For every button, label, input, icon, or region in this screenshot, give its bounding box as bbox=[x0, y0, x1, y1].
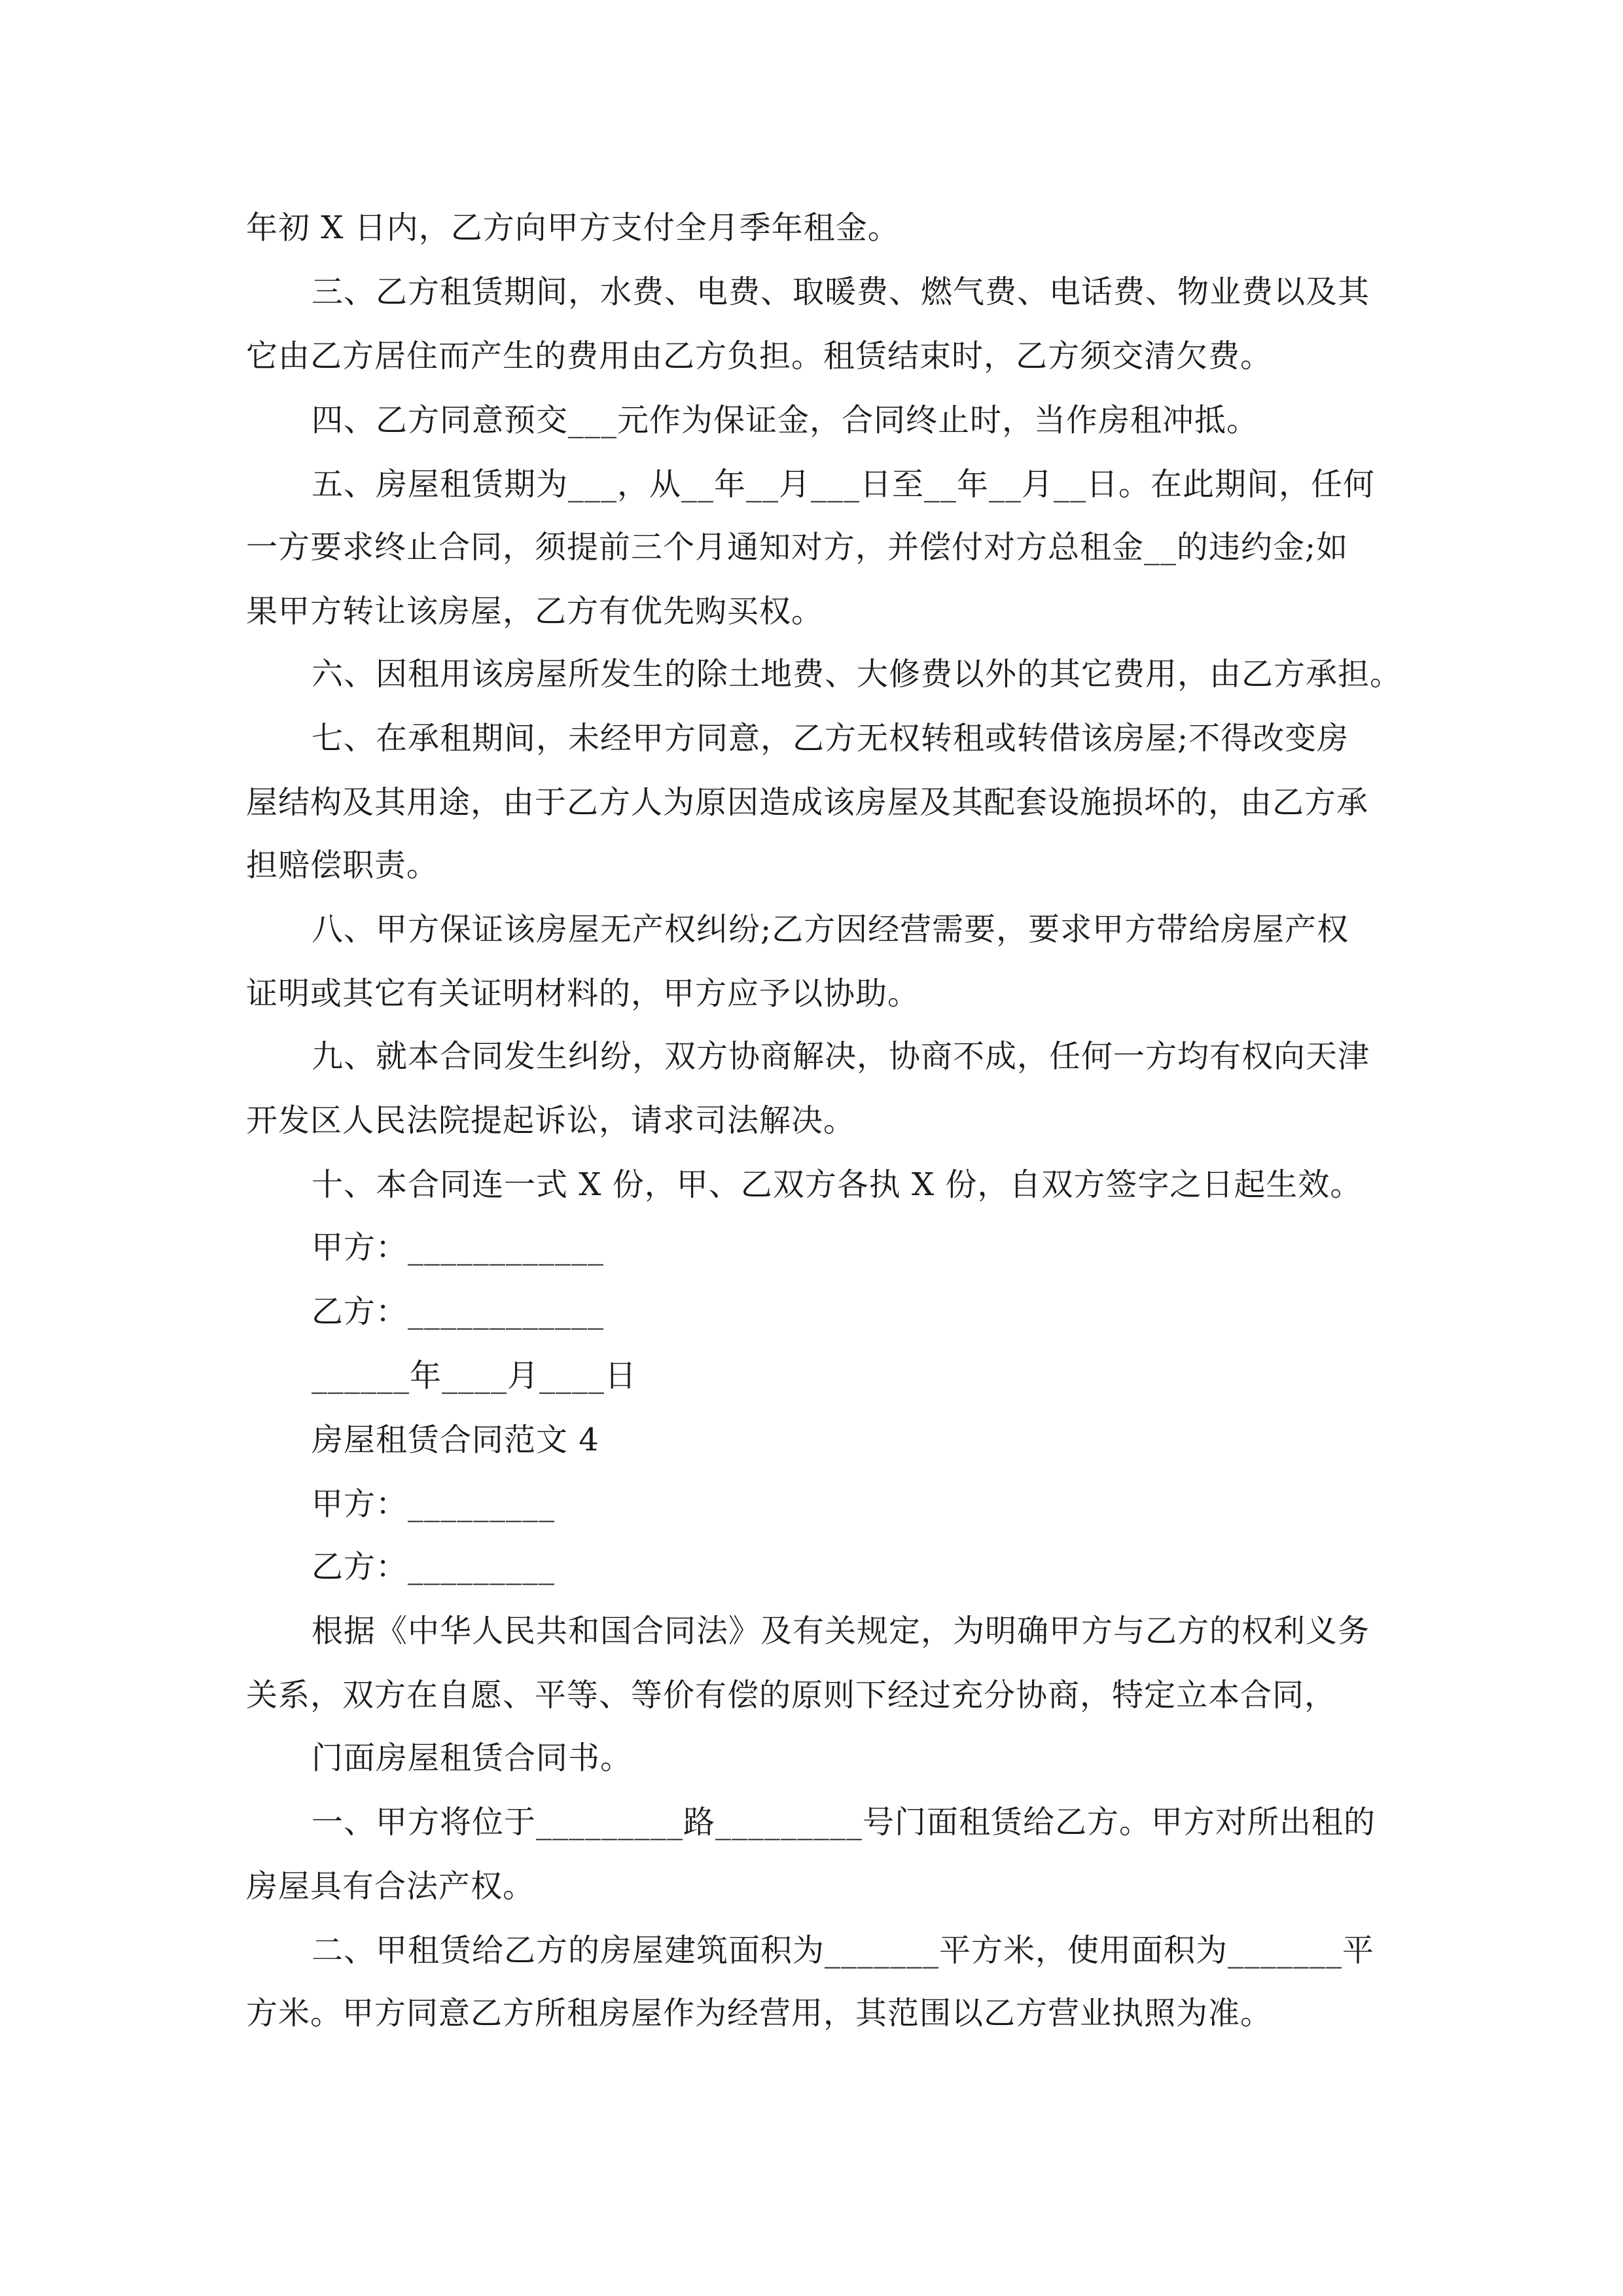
text-line: 开发区人民法院提起诉讼，请求司法解决。 bbox=[246, 1102, 856, 1139]
text-line: 屋结构及其用途，由于乙方人为原因造成该房屋及其配套设施损坏的，由乙方承 bbox=[246, 784, 1369, 821]
text-line: 九、就本合同发生纠纷，双方协商解决，协商不成，任何一方均有权向天津 bbox=[312, 1038, 1370, 1075]
text-line: 证明或其它有关证明材料的，甲方应予以协助。 bbox=[246, 975, 920, 1012]
text-line: 四、乙方同意预交___元作为保证金，合同终止时，当作房租冲抵。 bbox=[312, 402, 1259, 439]
text-line: 三、乙方租赁期间，水费、电费、取暖费、燃气费、电话费、物业费以及其 bbox=[312, 274, 1370, 310]
text-line: 房屋具有合法产权。 bbox=[246, 1868, 535, 1905]
party-b-line: 乙方：_________ bbox=[312, 1549, 556, 1585]
party-a-line: 甲方：_________ bbox=[312, 1486, 556, 1522]
section-heading: 房屋租赁合同范文 4 bbox=[312, 1422, 599, 1458]
text-line: 一方要求终止合同，须提前三个月通知对方，并偿付对方总租金__的违约金;如 bbox=[246, 529, 1349, 565]
party-b-signature-line: 乙方：____________ bbox=[312, 1293, 605, 1330]
text-line: 八、甲方保证该房屋无产权纠纷;乙方因经营需要，要求甲方带给房屋产权 bbox=[312, 911, 1349, 948]
text-line: 六、因租用该房屋所发生的除土地费、大修费以外的其它费用，由乙方承担。 bbox=[312, 656, 1402, 692]
text-line: 根据《中华人民共和国合同法》及有关规定，为明确甲方与乙方的权利义务 bbox=[312, 1613, 1370, 1649]
text-line: 五、房屋租赁期为___，从__年__月___日至__年__月__日。在此期间，任何 bbox=[312, 466, 1376, 503]
date-line: ______年____月____日 bbox=[312, 1357, 637, 1394]
text-line: 担赔偿职责。 bbox=[246, 847, 439, 884]
party-a-signature-line: 甲方：____________ bbox=[312, 1229, 605, 1266]
text-line: 一、甲方将位于_________路_________号门面租赁给乙方。甲方对所出租的 bbox=[312, 1804, 1376, 1840]
text-line: 关系，双方在自愿、平等、等价有偿的原则下经过充分协商，特定立本合同， bbox=[246, 1677, 1337, 1713]
text-line: 门面房屋租赁合同书。 bbox=[312, 1740, 633, 1776]
text-line: 果甲方转让该房屋，乙方有优先购买权。 bbox=[246, 593, 824, 630]
text-line: 方米。甲方同意乙方所租房屋作为经营用，其范围以乙方营业执照为准。 bbox=[246, 1995, 1273, 2032]
text-line: 它由乙方居住而产生的费用由乙方负担。租赁结束时，乙方须交清欠费。 bbox=[246, 338, 1273, 374]
text-line: 年初 X 日内，乙方向甲方支付全月季年租金。 bbox=[246, 209, 900, 246]
text-line: 十、本合同连一式 X 份，甲、乙双方各执 X 份，自双方签字之日起生效。 bbox=[312, 1166, 1363, 1203]
text-line: 二、甲租赁给乙方的房屋建筑面积为_______平方米，使用面积为_______平 bbox=[312, 1932, 1375, 1969]
text-line: 七、在承租期间，未经甲方同意，乙方无权转租或转借该房屋;不得改变房 bbox=[312, 720, 1349, 757]
